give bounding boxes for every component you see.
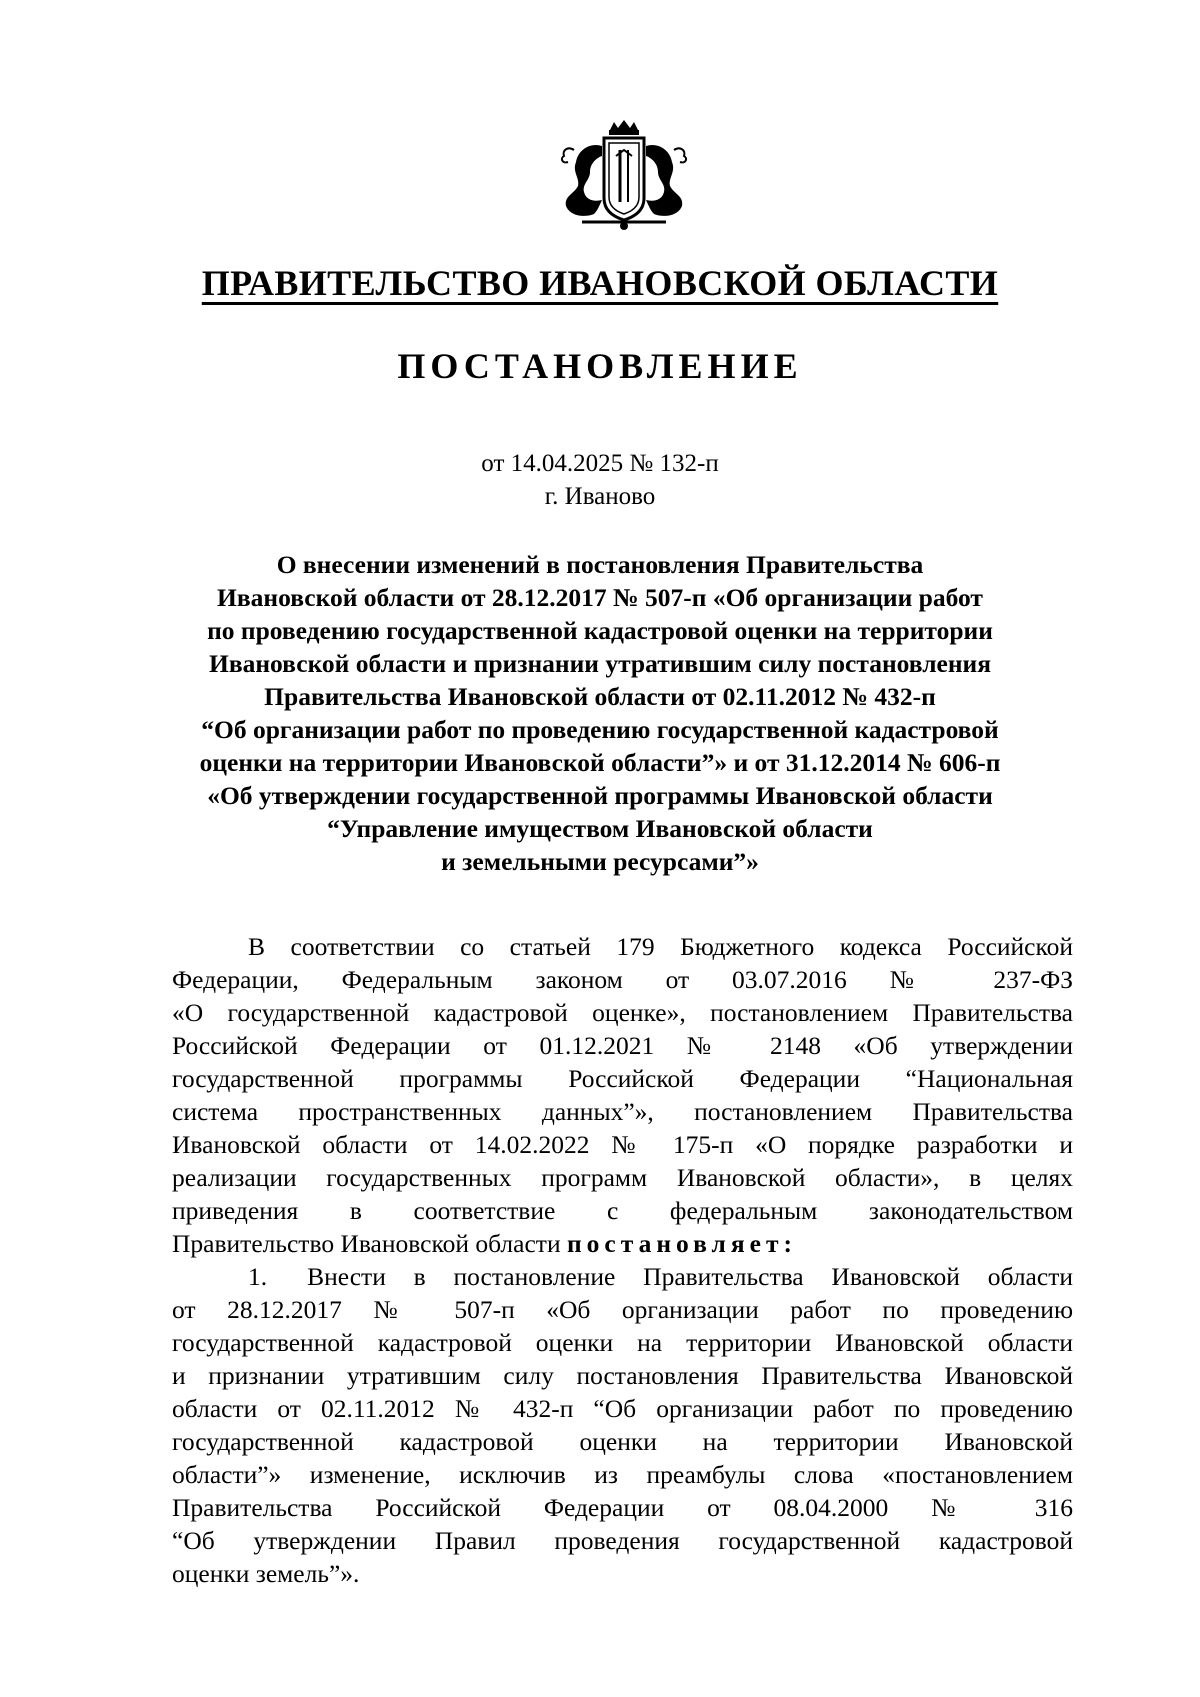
preamble-last-text: Правительство Ивановской области [172,1229,567,1258]
heading-line: “Управление имуществом Ивановской области [327,814,873,843]
preamble-line: В соответствии со статьей 179 Бюджетного кодекса Российской [248,932,1073,961]
item-1-first-text: Внести в постановление Правительства Ивановской области [307,1262,1073,1291]
preamble [172,930,1073,1260]
item-1-line: области”» изменение, исключив из преамбулы слова «постановлением [172,1460,1073,1489]
document-heading [100,548,1100,878]
heading-line: Правительства Ивановской области от 02.11.2012 № 432-п [264,682,936,711]
document-type: ПОСТАНОВЛЕНИЕ [397,346,803,386]
item-1 [172,1260,1073,1590]
preamble-last-line [172,1227,1073,1260]
preamble-line: Российской Федерации от 01.12.2021 № 2148 «Об утверждении [172,1031,1073,1060]
heading-line: и земельными ресурсами”» [441,847,759,876]
preamble-line: Ивановской области от 14.02.2022 № 175-п «О порядке разработки и [172,1130,1073,1159]
coat-of-arms-emblem-icon [554,120,694,232]
item-1-line: Правительства Российской Федерации от 08.04.2000 № 316 [172,1493,1073,1522]
heading-line: «Об утверждении государственной программы Ивановской области [207,781,993,810]
preamble-line: система пространственных данных”», постановлением Правительства [172,1097,1073,1126]
preamble-line: приведения в соответствие с федеральным законодательством [172,1196,1073,1225]
item-1-line: области от 02.11.2012 № 432-п “Об организации работ по проведению [172,1394,1073,1423]
document-body [172,930,1073,1590]
item-1-line: и признании утратившим силу постановления Правительства Ивановской [172,1361,1073,1390]
item-1-line: от 28.12.2017 № 507-п «Об организации работ по проведению [172,1295,1073,1324]
decree-colon: : [783,1229,793,1258]
item-number: 1. [248,1262,268,1291]
heading-line: “Об организации работ по проведению государственной кадастровой [201,715,999,744]
item-1-line: государственной кадастровой оценки на территории Ивановской области [172,1328,1073,1357]
item-1-line: “Об утверждении Правил проведения государственной кадастровой [172,1526,1073,1555]
city: г. Иваново [544,483,656,510]
heading-line: Ивановской области от 28.12.2017 № 507-п «Об организации работ [217,583,983,612]
government-name: ПРАВИТЕЛЬСТВО ИВАНОВСКОЙ ОБЛАСТИ [201,263,999,303]
heading-line: по проведению государственной кадастровой оценки на территории [207,616,993,645]
preamble-line: государственной программы Российской Федерации “Национальная [172,1064,1073,1093]
item-1-last-line: оценки земель”». [172,1559,360,1588]
preamble-line: «О государственной кадастровой оценке», постановлением Правительства [172,998,1073,1027]
date-number: от 14.04.2025 № 132-п [481,450,719,477]
document-meta [0,447,1200,513]
heading-line: оценки на территории Ивановской области”» и от 31.12.2014 № 606-п [199,748,1001,777]
preamble-line: Федерации, Федеральным законом от 03.07.2016 № 237-ФЗ [172,965,1073,994]
item-1-first-line [172,1260,1073,1293]
preamble-line: реализации государственных программ Ивановской области», в целях [172,1163,1073,1192]
item-1-line: государственной кадастровой оценки на территории Ивановской [172,1427,1073,1456]
decree-word: постановляет [566,1229,784,1258]
heading-line: О внесении изменений в постановления Правительства [276,550,924,579]
heading-line: Ивановской области и признании утратившим силу постановления [209,649,991,678]
